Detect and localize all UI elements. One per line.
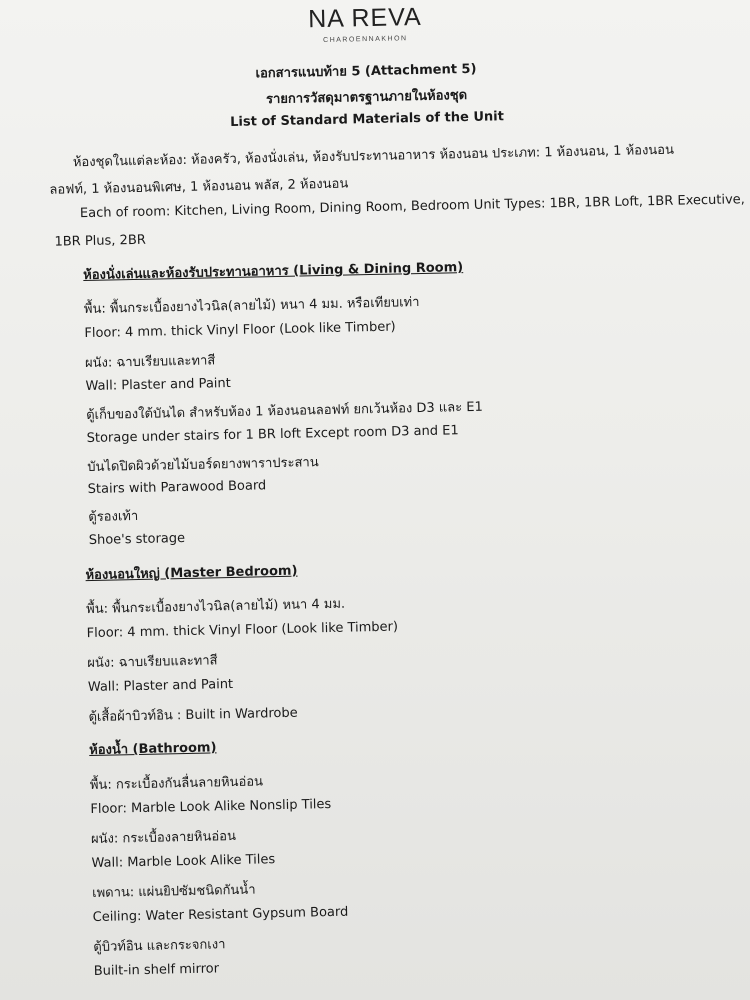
bathroom-ceiling-thai: เพดาน: แผ่นยิปซัมชนิดกันน้ำ <box>92 882 256 902</box>
intro-english-line-2: 1BR Plus, 2BR <box>54 232 146 250</box>
bathroom-shelf-thai: ตู้บิวท์อิน และกระจกเงา <box>93 937 226 955</box>
master-floor-thai: พื้น: พื้นกระเบื้องยางไวนิล(ลายไม้) หนา 4 มม. <box>86 596 346 618</box>
bathroom-shelf-english: Built-in shelf mirror <box>93 961 220 979</box>
living-storage-thai: ตู้เก็บของใต้บันได สำหรับห้อง 1 ห้องนอนลอฟท์ ยกเว้นห้อง D3 และ E1 <box>86 399 483 424</box>
attachment-title: เอกสารแนบท้าย 5 (Attachment 5) <box>255 61 477 82</box>
bathroom-wall-english: Wall: Marble Look Alike Tiles <box>91 852 276 872</box>
materials-title-thai: รายการวัสดุมาตรฐานภายในห้องชุด <box>265 87 468 108</box>
master-wall-english: Wall: Plaster and Paint <box>87 677 234 696</box>
section-heading-bathroom: ห้องน้ำ (Bathroom) <box>89 740 217 759</box>
living-stairs-thai: บันไดปิดผิวด้วยไม้บอร์ดยางพาราประสาน <box>87 455 319 476</box>
master-wardrobe: ตู้เสื้อผ้าบิวท์อิน : Built in Wardrobe <box>88 705 298 726</box>
bathroom-floor-thai: พื้น: กระเบื้องกันลื่นลายหินอ่อน <box>89 774 264 794</box>
bathroom-wall-thai: ผนัง: กระเบื้องลายหินอ่อน <box>90 828 237 848</box>
living-storage-english: Storage under stairs for 1 BR loft Except room D3 and E1 <box>86 423 459 447</box>
brand-subtitle: CHAROENNAKHON <box>323 35 408 44</box>
intro-thai-line-2: ลอฟท์, 1 ห้องนอนพิเศษ, 1 ห้องนอน พลัส, 2 ห้องนอน <box>49 176 349 198</box>
living-wall-thai: ผนัง: ฉาบเรียบและทาสี <box>84 353 216 372</box>
brand-logo: NA REVA <box>307 2 422 34</box>
intro-english-line-1: Each of room: Kitchen, Living Room, Dining Room, Bedroom Unit Types: 1BR, 1BR Loft, 1BR Executive, <box>79 192 745 222</box>
living-stairs-english: Stairs with Parawood Board <box>87 478 267 498</box>
section-heading-living-dining: ห้องนั่งเล่นและห้องรับประทานอาหาร (Living & Dining Room) <box>83 260 464 284</box>
living-floor-english: Floor: 4 mm. thick Vinyl Floor (Look like Timber) <box>84 319 396 342</box>
intro-thai-line-1: ห้องชุดในแต่ละห้อง: ห้องครัว, ห้องนั่งเล่น, ห้องรับประทานอาหาร ห้องนอน ประเภท: 1 ห้องนอน, 1 ห้องนอน <box>72 142 675 171</box>
master-wall-thai: ผนัง: ฉาบเรียบและทาสี <box>87 653 218 672</box>
living-shoe-thai: ตู้รองเท้า <box>88 508 139 526</box>
living-floor-thai: พื้น: พื้นกระเบื้องยางไวนิล(ลายไม้) หนา 4 มม. หรือเทียบเท่า <box>83 295 420 318</box>
section-heading-master-bedroom: ห้องนอนใหญ่ (Master Bedroom) <box>85 563 298 584</box>
bathroom-ceiling-english: Ceiling: Water Resistant Gypsum Board <box>92 904 349 926</box>
living-wall-english: Wall: Plaster and Paint <box>85 375 231 395</box>
materials-title-english: List of Standard Materials of the Unit <box>230 109 505 130</box>
bathroom-floor-english: Floor: Marble Look Alike Nonslip Tiles <box>90 796 332 818</box>
living-shoe-english: Shoe's storage <box>88 530 186 549</box>
master-floor-english: Floor: 4 mm. thick Vinyl Floor (Look like Timber) <box>86 619 399 642</box>
